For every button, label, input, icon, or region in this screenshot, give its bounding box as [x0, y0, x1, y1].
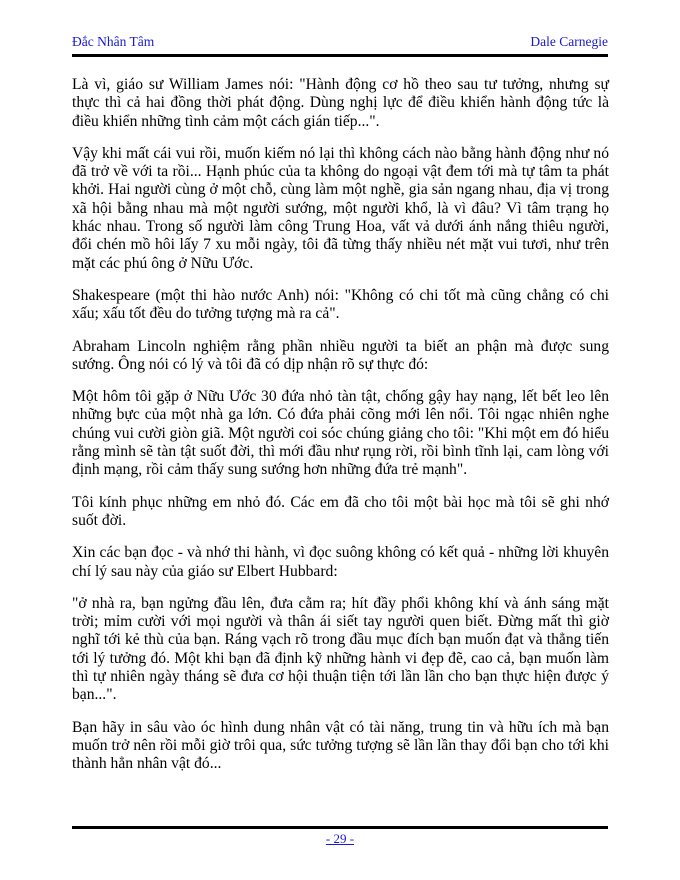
paragraph: Là vì, giáo sư William James nói: "Hành động cơ hồ theo sau tư tưởng, nhưng sự thực thì cả hai đồng thời phát động. Dùng nghị lực để điều khiển hành động tức là điều khiển những tình cảm một cách gián tiếp...". — [72, 76, 609, 130]
paragraph: Vậy khi mất cái vui rồi, muốn kiếm nó lại thì không cách nào bằng hành động như nó đã trở về với ta rồi... Hạnh phúc của ta không do ngoại vật đem tới mà tự tâm ta phát khởi. Hai người cùng ở một chỗ, cùng làm một nghề, gia sản ngang nhau, địa vị trong xã hội bằng nhau mà một người sướng, một người khổ, là vì đâu? Vì tâm trạng họ khác nhau. Trong số người làm công Trung Hoa, vất vả dưới ánh nắng thiêu người, đổi chén mồ hôi lấy 7 xu mỗi ngày, tôi đã từng thấy nhiều nét mặt vui tươi, như trên mặt các phú ông ở Nữu Ước. — [72, 144, 609, 272]
paragraph: Abraham Lincoln nghiệm rằng phần nhiều người ta biết an phận mà được sung sướng. Ông nói có lý và tôi đã có dịp nhận rõ sự thực đó: — [72, 337, 609, 373]
header-rule — [72, 54, 608, 57]
paragraph: Một hôm tôi gặp ở Nữu Ước 30 đứa nhỏ tàn tật, chống gậy hay nạng, lết bết leo lên những bực của một nhà ga lớn. Có đứa phải cõng mới lên nổi. Tôi ngạc nhiên nghe chúng vui cười giòn giã. Một người coi sóc chúng giảng cho tôi: "Khi một em đó hiểu rằng mình sẽ tàn tật suốt đời, thì mới đầu như rụng rời, rồi bình tĩnh lại, cam lòng với định mạng, rồi cảm thấy sung sướng hơn những đứa trẻ mạnh". — [72, 388, 609, 479]
running-header — [72, 34, 608, 50]
document-body — [72, 76, 609, 774]
paragraph: Tôi kính phục những em nhỏ đó. Các em đã cho tôi một bài học mà tôi sẽ ghi nhớ suốt đời. — [72, 493, 609, 529]
paragraph: Xin các bạn đọc - và nhớ thi hành, vì đọc suông không có kết quả - những lời khuyên chí lý sau này của giáo sư Elbert Hubbard: — [72, 544, 609, 580]
paragraph: "ở nhà ra, bạn ngửng đầu lên, đưa cằm ra; hít đầy phổi không khí và ánh sáng mặt trời; mỉm cười với mọi người và thân ái siết tay người quen biết. Đừng mất thì giờ nghĩ tới kẻ thù của bạn. Ráng vạch rõ trong đầu mục đích bạn muốn đạt và thẳng tiến tới lý tưởng đó. Một khi bạn đã định kỹ những hành vi đẹp đẽ, cao cả, bạn muốn làm thì tự nhiên ngày tháng sẽ đưa cơ hội thuận tiện tới lần lần cho bạn thực hiện được ý bạn...". — [72, 594, 609, 704]
footer-rule — [72, 826, 608, 829]
header-book-title: Đắc Nhân Tâm — [72, 34, 155, 49]
page-number[interactable]: - 29 - — [325, 831, 355, 846]
header-author: Dale Carnegie — [530, 34, 608, 49]
paragraph: Shakespeare (một thi hào nước Anh) nói: "Không có chi tốt mà cũng chẳng có chi xấu; xấu tốt đều do tưởng tượng mà ra cả". — [72, 286, 609, 323]
paragraph: Bạn hãy in sâu vào óc hình dung nhân vật có tài năng, trung tin và hữu ích mà bạn muốn trở nên rồi mỗi giờ trôi qua, sức tưởng tượng sẽ lần lần thay đổi bạn cho tới khi thành hẳn nhân vật đó... — [72, 718, 609, 773]
